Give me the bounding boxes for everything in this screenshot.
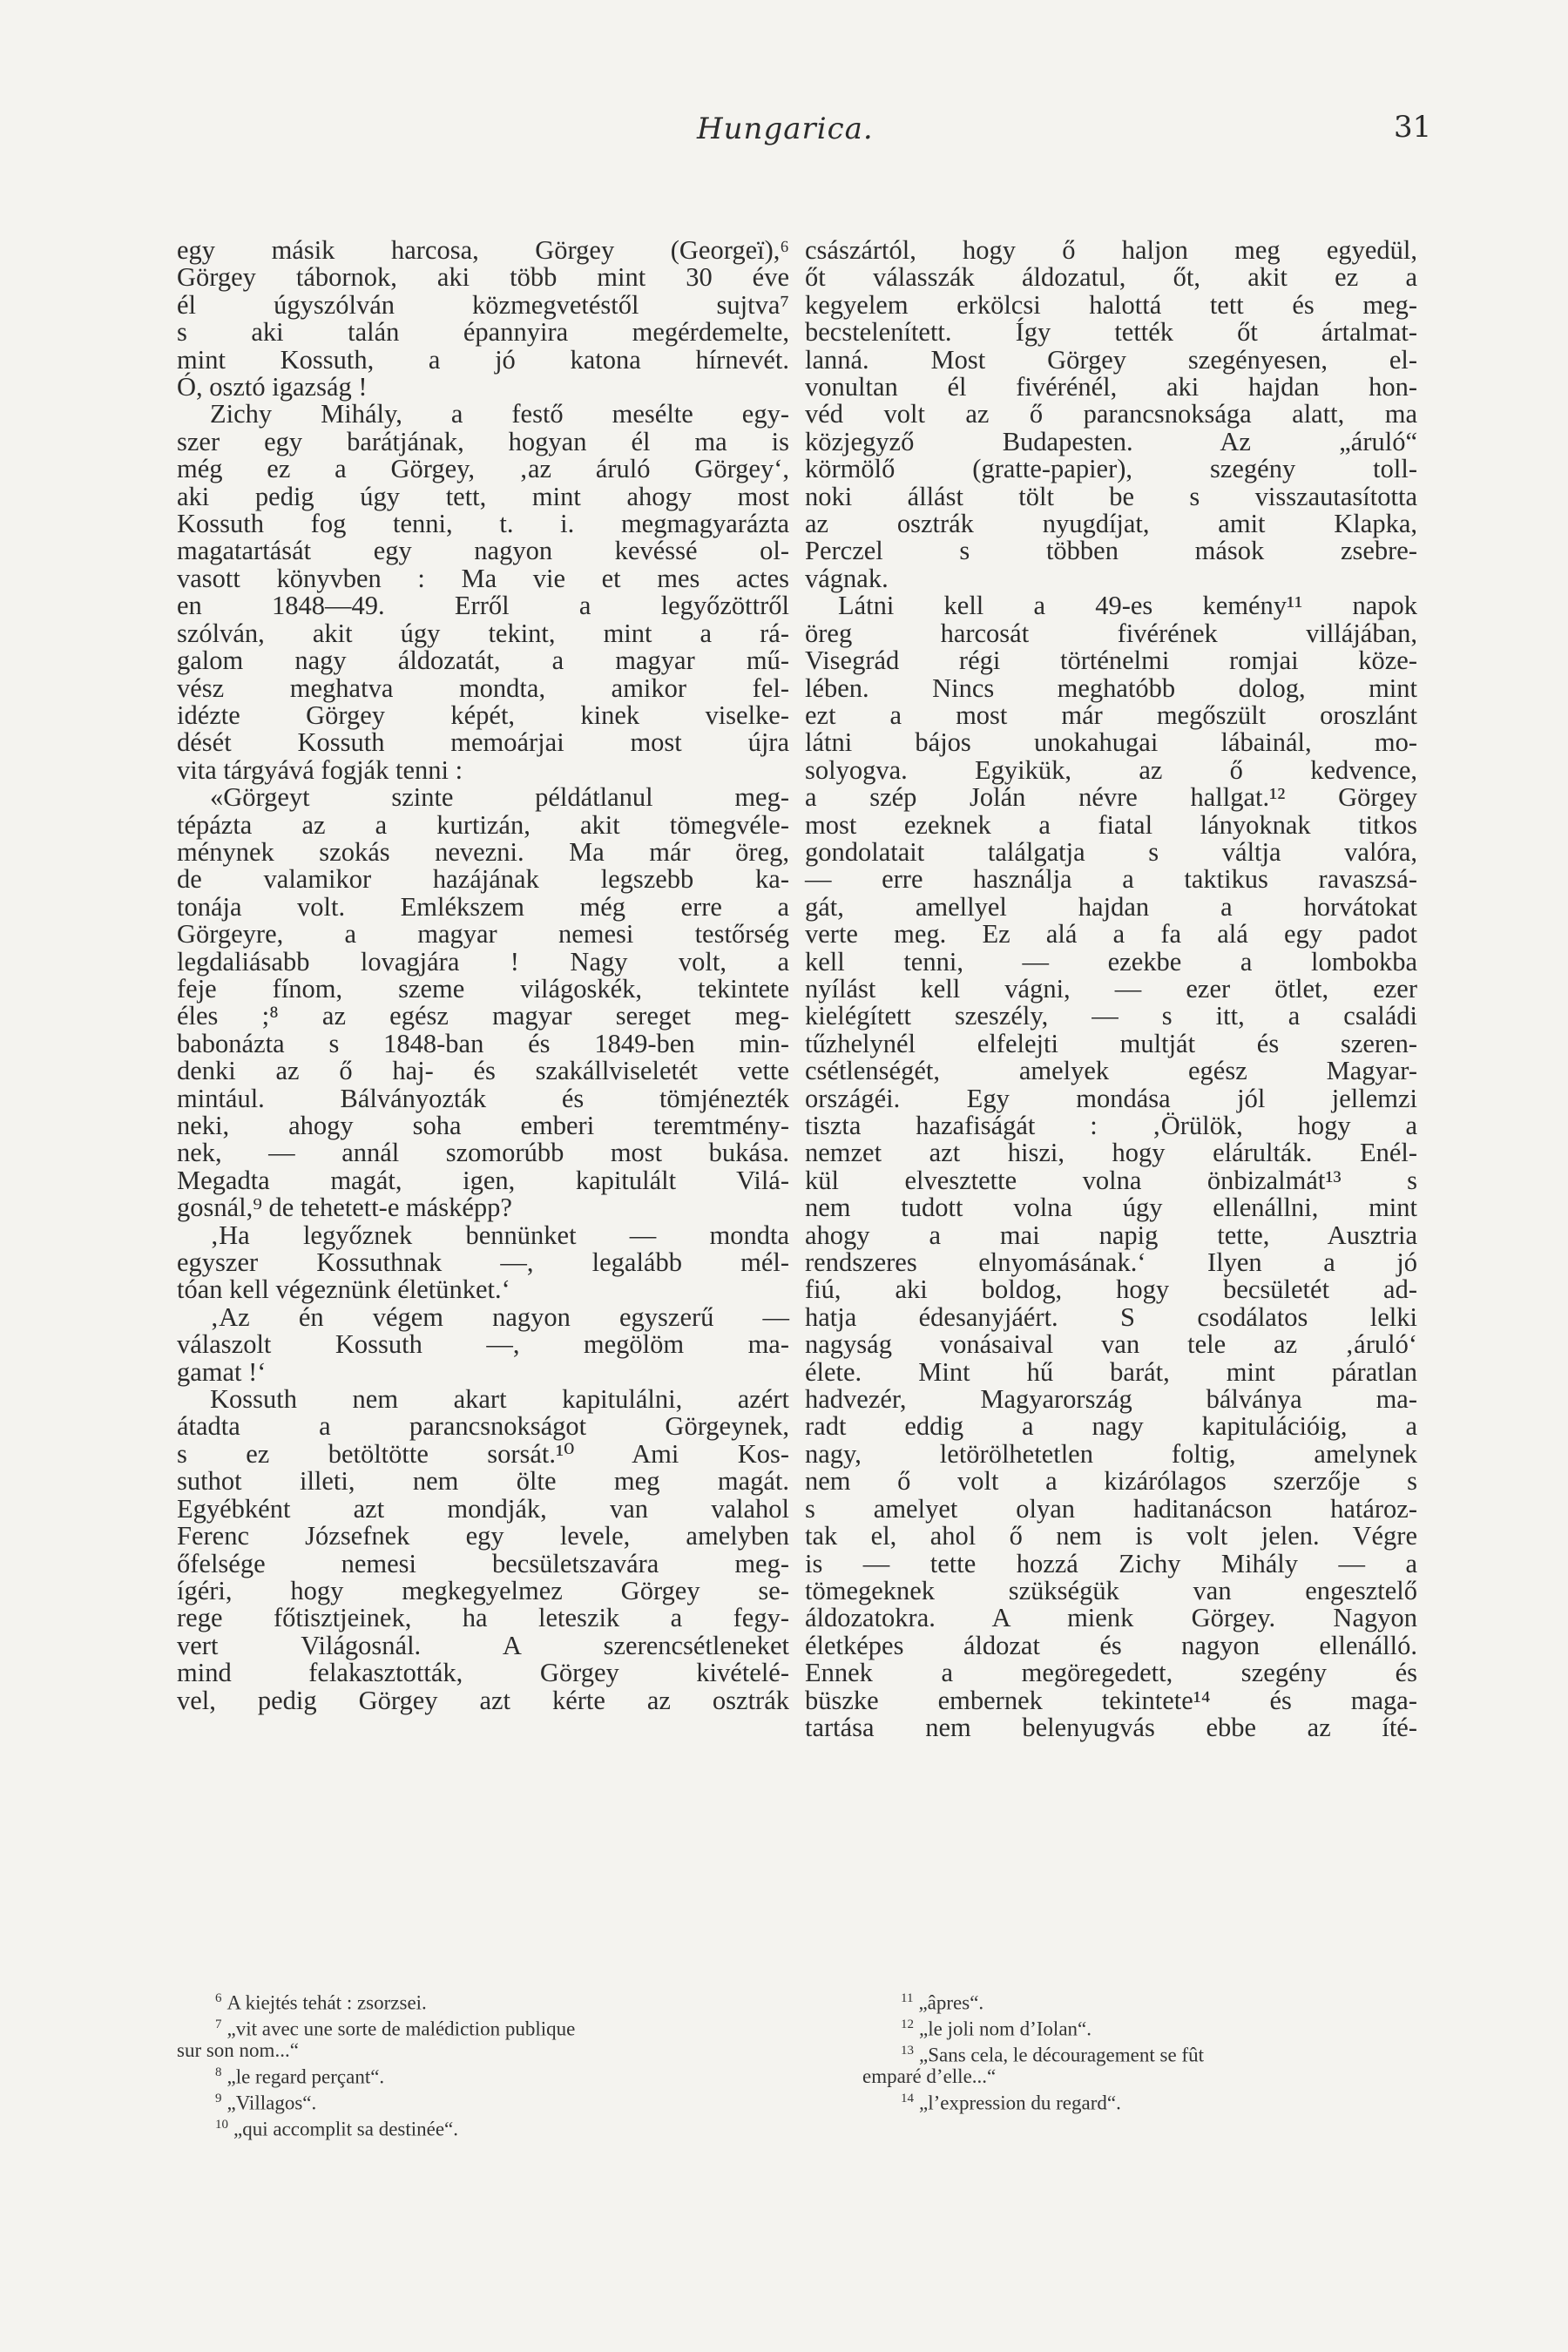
text-line: fiú, aki boldog, hogy becsületét ad- (805, 1274, 1417, 1305)
text-line: Visegrád régi történelmi romjai köze- (805, 645, 1417, 676)
text-line: noki állást tölt be s visszautasította (805, 481, 1417, 511)
text-line: gát, amellyel hajdan a horvátokat (805, 891, 1417, 922)
text-line: en 1848—49. Erről a legyőzöttről (177, 591, 789, 621)
text-line: császártól, hogy ő haljon meg egyedül, (805, 235, 1417, 265)
text-line: rege főtisztjeinek, ha leteszik a fegy- (177, 1603, 789, 1633)
footnote-mark: 13 (901, 2044, 914, 2058)
text-line: verte meg. Ez alá a fa alá egy padot (805, 919, 1417, 950)
running-title: Hungarica. (697, 112, 874, 146)
text-line: az osztrák nyugdíjat, amit Klapka, (805, 509, 1417, 539)
text-line: kegyelem erkölcsi halottá tett és meg- (805, 289, 1417, 320)
text-line: idézte Görgey képét, kinek viselke- (177, 700, 789, 730)
footnote (862, 2040, 1420, 2066)
footnote (177, 2014, 789, 2040)
text-line: mintául. Bálványozták és tömjénezték (177, 1083, 789, 1113)
footnote-text: „âpres“. (918, 1991, 984, 2014)
text-line: vasott könyvben : Ma vie et mes actes (177, 563, 789, 593)
footnote-mark: 7 (215, 2017, 222, 2032)
text-line: vert Világosnál. A szerencsétleneket (177, 1630, 789, 1660)
text-line: ménynek szokás nevezni. Ma már öreg, (177, 836, 789, 867)
footnote (177, 1988, 789, 2014)
footnote-text: „l’expression du regard“. (919, 2092, 1121, 2114)
text-line: mind felakasztották, Görgey kivételé- (177, 1658, 789, 1688)
text-line: ‚Az én végem nagyon egyszerű — (210, 1301, 789, 1332)
footnote-mark: 12 (901, 2017, 914, 2032)
text-line: vágnak. (805, 563, 889, 593)
footnote-text: emparé d’elle...“ (862, 2065, 997, 2088)
text-line: őt válasszák áldozatul, őt, akit ez a (805, 262, 1417, 293)
text-line: Zichy Mihály, a festő mesélte egy- (210, 399, 789, 429)
text-line: őfelsége nemesi becsületszavára meg- (177, 1548, 789, 1578)
text-line: vész meghatva mondta, amikor fel- (177, 672, 789, 703)
text-line: Megadta magát, igen, kapitulált Vilá- (177, 1165, 789, 1195)
text-line: véd volt az ő parancsnoksága alatt, ma (805, 399, 1417, 429)
text-line: vel, pedig Görgey azt kérte az osztrák (177, 1685, 789, 1715)
footnote-text: A kiejtés tehát : zsorzsei. (226, 1991, 427, 2014)
text-line: Görgeyre, a magyar nemesi testőrség (177, 919, 789, 950)
text-line: is — tette hozzá Zichy Mihály — a (805, 1548, 1417, 1578)
text-line: «Görgeyt szinte példátlanul meg- (210, 782, 789, 813)
footnote-mark: 8 (215, 2065, 222, 2079)
text-line: Görgey tábornok, aki több mint 30 éve (177, 262, 789, 293)
text-line: ‚Ha legyőznek bennünket — mondta (210, 1220, 789, 1250)
text-line: becstelenített. Így tették őt ártalmat- (805, 317, 1417, 348)
text-line: büszke embernek tekintete¹⁴ és maga- (805, 1685, 1417, 1715)
footnote-text: „le joli nom d’Iolan“. (919, 2017, 1092, 2040)
footnotes-right (862, 1988, 1420, 2114)
text-line: gamat !‘ (177, 1356, 267, 1387)
text-line: most ezeknek a fiatal lányoknak titkos (805, 809, 1417, 840)
footnote-mark: 9 (215, 2091, 222, 2105)
text-line: galom nagy áldozatát, a magyar mű- (177, 645, 789, 676)
text-line: egy másik harcosa, Görgey (Georgeï),⁶ (177, 235, 789, 265)
text-line: radt eddig a nagy kapitulációig, a (805, 1411, 1417, 1442)
footnotes-left (177, 1988, 789, 2140)
footnote-mark: 10 (215, 2118, 228, 2132)
footnote (177, 2088, 789, 2114)
text-line: nem tudott volna úgy ellenállni, mint (805, 1193, 1417, 1223)
text-line: feje fínom, szeme világoskék, tekintete (177, 973, 789, 1004)
text-line: gosnál,⁹ de tehetett-e másképp? (177, 1193, 512, 1223)
footnote (177, 2062, 789, 2088)
footnote-text: „qui accomplit sa destinée“. (233, 2118, 459, 2140)
text-line: látni bájos unokahugai lábainál, mo- (805, 727, 1417, 758)
text-line: neki, ahogy soha emberi teremtmény- (177, 1111, 789, 1140)
text-line: a szép Jolán névre hallgat.¹² Görgey (805, 782, 1417, 813)
text-line: áldozatokra. A mienk Görgey. Nagyon (805, 1603, 1417, 1633)
footnote-mark: 11 (901, 1991, 914, 2005)
text-line: átadta a parancsnokságot Görgeynek, (177, 1411, 789, 1442)
text-line: gondolatait találgatja s váltja valóra, (805, 836, 1417, 867)
text-line: Egyébként azt mondják, van valahol (177, 1493, 789, 1524)
text-line: csétlenségét, amelyek egész Magyar- (805, 1056, 1417, 1086)
text-line: babonázta s 1848-ban és 1849-ben min- (177, 1028, 789, 1058)
text-line: tűzhelynél elfelejti multját és szeren- (805, 1028, 1417, 1058)
text-line: él úgyszólván közmegvetéstől sujtva⁷ (177, 289, 789, 320)
text-line: közjegyző Budapesten. Az „áruló“ (805, 426, 1417, 456)
text-line: de valamikor hazájának legszebb ka- (177, 864, 789, 895)
text-line: ígéri, hogy megkegyelmez Görgey se- (177, 1575, 789, 1605)
footnote (177, 2040, 789, 2062)
text-line: kielégített szeszély, — s itt, a családi (805, 1001, 1417, 1031)
text-line: nagy, letörölhetetlen foltig, amelynek (805, 1438, 1417, 1469)
text-line: lében. Nincs meghatóbb dolog, mint (805, 672, 1417, 703)
text-line: nyílást kell vágni, — ezer ötlet, ezer (805, 973, 1417, 1004)
footnote (862, 2014, 1420, 2040)
footnote-mark: 6 (215, 1991, 222, 2005)
footnote (862, 2066, 1420, 2088)
text-line: aki pedig úgy tett, mint ahogy most (177, 481, 789, 511)
left-text-column (177, 237, 789, 1714)
text-line: Látni kell a 49-es kemény¹¹ napok (838, 591, 1417, 621)
text-line: szólván, akit úgy tekint, mint a rá- (177, 618, 789, 648)
footnote-text: sur son nom...“ (177, 2039, 299, 2062)
footnote-text: „Villagos“. (226, 2092, 317, 2114)
text-line: solyogva. Egyikük, az ő kedvence, (805, 754, 1417, 785)
text-line: tiszta hazafiságát : ‚Örülök, hogy a (805, 1111, 1417, 1140)
text-line: kül elvesztette volna önbizalmát¹³ s (805, 1165, 1417, 1195)
text-line: s ez betöltötte sorsát.¹⁰ Ami Kos- (177, 1438, 789, 1469)
footnote-mark: 14 (901, 2091, 914, 2105)
text-line: legdaliásabb lovagjára ! Nagy volt, a (177, 946, 789, 977)
text-line: tóan kell végeznünk életünket.‘ (177, 1274, 510, 1305)
text-line: Ennek a megöregedett, szegény és (805, 1658, 1417, 1688)
text-line: hadvezér, Magyarország bálványa ma- (805, 1384, 1417, 1415)
footnote-text: „le regard perçant“. (226, 2065, 385, 2088)
text-line: nagyság vonásaival van tele az ‚áruló‘ (805, 1329, 1417, 1360)
footnote (862, 2088, 1420, 2114)
text-line: tépázta az a kurtizán, akit tömegvéle- (177, 809, 789, 840)
text-line: nek, — annál szomorúbb most bukása. (177, 1138, 789, 1168)
text-line: dését Kossuth memoárjai most újra (177, 727, 789, 758)
text-line: élete. Mint hű barát, mint páratlan (805, 1356, 1417, 1387)
text-line: Perczel s többen mások zsebre- (805, 536, 1417, 566)
text-line: nem ő volt a kizárólagos szerzője s (805, 1466, 1417, 1497)
text-line: szer egy barátjának, hogyan él ma is (177, 426, 789, 456)
text-line: denki az ő haj- és szakállviseletét vette (177, 1056, 789, 1086)
text-line: Ferenc Józsefnek egy levele, amelyben (177, 1521, 789, 1551)
text-line: rendszeres elnyomásának.‘ Ilyen a jó (805, 1247, 1417, 1278)
text-line: magatartását egy nagyon kevéssé ol- (177, 536, 789, 566)
text-line: s aki talán épannyira megérdemelte, (177, 317, 789, 348)
text-line: hatja édesanyjáért. S csodálatos lelki (805, 1301, 1417, 1332)
footnote (862, 1988, 1420, 2014)
text-line: ahogy a mai napig tette, Ausztria (805, 1220, 1417, 1250)
text-line: Kossuth fog tenni, t. i. megmagyarázta (177, 509, 789, 539)
text-line: körmölő (gratte-papier), szegény toll- (805, 454, 1417, 484)
text-line: még ez a Görgey, ‚az áruló Görgey‘, (177, 454, 789, 484)
text-line: tömegeknek szükségük van engesztelő (805, 1575, 1417, 1605)
text-line: nemzet azt hiszi, hogy elárulták. Enél- (805, 1138, 1417, 1168)
text-line: s amelyet olyan haditanácson határoz- (805, 1493, 1417, 1524)
text-line: országéi. Egy mondása jól jellemzi (805, 1083, 1417, 1113)
text-line: öreg harcosát fivérének villájában, (805, 618, 1417, 648)
right-text-column (805, 237, 1417, 1741)
footnote (177, 2114, 789, 2140)
text-line: mint Kossuth, a jó katona hírnevét. (177, 344, 789, 375)
footnote-text: „vit avec une sorte de malédiction publique (226, 2017, 576, 2040)
text-line: suthot illeti, nem ölte meg magát. (177, 1466, 789, 1497)
text-line: tartása nem belenyugvás ebbe az íté- (805, 1712, 1417, 1742)
text-line: lanná. Most Görgey szegényesen, el- (805, 344, 1417, 375)
text-line: éles ;⁸ az egész magyar sereget meg- (177, 1001, 789, 1031)
text-line: életképes áldozat és nagyon ellenálló. (805, 1630, 1417, 1660)
text-line: tak el, ahol ő nem is volt jelen. Végre (805, 1521, 1417, 1551)
footnote-text: „Sans cela, le découragement se fût (919, 2044, 1204, 2066)
page-number: 31 (1394, 110, 1432, 145)
text-line: egyszer Kossuthnak —, legalább mél- (177, 1247, 789, 1278)
text-line: — erre használja a taktikus ravaszsá- (805, 864, 1417, 895)
text-line: vonultan él fivérénél, aki hajdan hon- (805, 372, 1417, 402)
text-line: Kossuth nem akart kapitulálni, azért (210, 1384, 789, 1415)
text-line: Ó, osztó igazság ! (177, 372, 368, 402)
text-line: válaszolt Kossuth —, megölöm ma- (177, 1329, 789, 1360)
text-line: vita tárgyává fogják tenni : (177, 754, 463, 785)
text-line: tonája volt. Emlékszem még erre a (177, 891, 789, 922)
text-line: ezt a most már megőszült oroszlánt (805, 700, 1417, 730)
text-line: kell tenni, — ezekbe a lombokba (805, 946, 1417, 977)
